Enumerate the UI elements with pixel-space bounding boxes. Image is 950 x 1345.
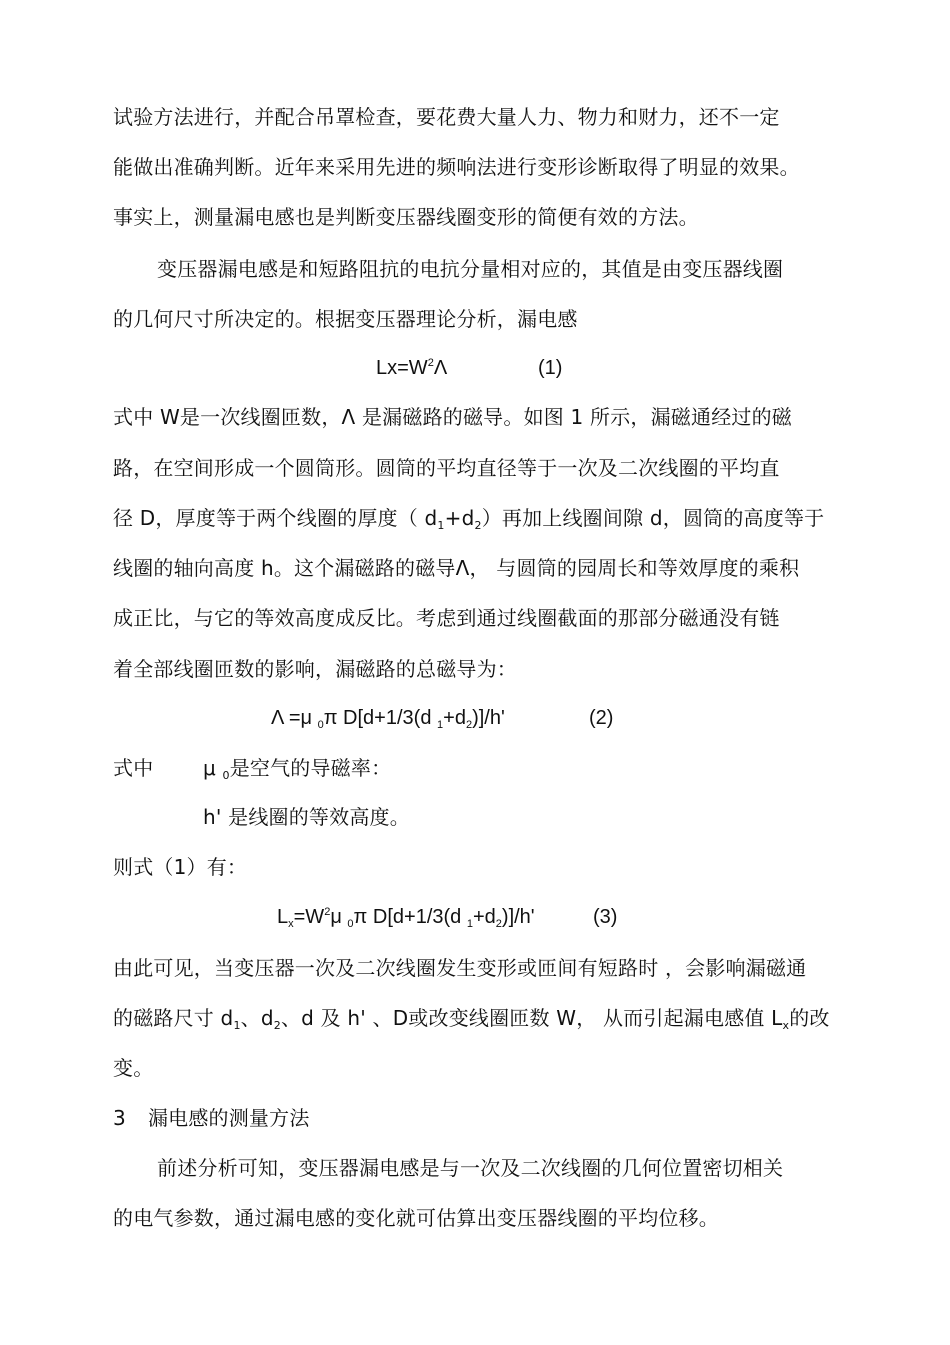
- equation-2: [271, 705, 505, 734]
- subscript: 0: [222, 769, 230, 782]
- subscript: 0: [347, 918, 354, 930]
- where-mu-line: [203, 755, 391, 785]
- eq-part: Λ =μ: [271, 707, 318, 729]
- text-line: 试验方法进行，并配合吊罩检查，要花费大量人力、物力和财力，还不一定: [113, 105, 780, 129]
- where-label: 式中: [113, 756, 154, 780]
- subscript: 2: [474, 519, 482, 532]
- eq-part: )]/h': [501, 906, 535, 928]
- eq-part: )]/h': [472, 707, 505, 729]
- subscript: 2: [273, 1019, 281, 1032]
- eq1-lhs: Lx=W: [376, 357, 428, 379]
- subscript: x: [288, 918, 294, 930]
- text-line: 由此可见，当变压器一次及二次线圈发生变形或匝间有短路时 ，会影响漏磁通: [113, 956, 807, 980]
- text-fragment: 、d 及 h' 、D或改变线圈匝数 W， 从而引起漏电感值 L: [280, 1006, 783, 1030]
- text-line: 路，在空间形成一个圆筒形。圆筒的平均直径等于一次及二次线圈的平均直: [113, 456, 780, 480]
- equation-1: [376, 355, 447, 384]
- eq-part: +d: [443, 707, 466, 729]
- text-line: 式中 W是一次线圈匝数，Λ 是漏磁路的磁导。如图 1 所示，漏磁通经过的磁: [113, 405, 793, 429]
- section-heading: [113, 1105, 310, 1131]
- subscript: 2: [495, 918, 502, 930]
- equation-1-number: (1): [538, 357, 563, 379]
- subscript: 1: [466, 918, 473, 930]
- text-line: 着全部线圈匝数的影响，漏磁路的总磁导为：: [113, 657, 517, 681]
- equation-2-number: (2): [589, 707, 614, 729]
- text-line: 变压器漏电感是和短路阻抗的电抗分量相对应的，其值是由变压器线圈: [157, 257, 784, 281]
- text-line: 变。: [113, 1056, 154, 1080]
- section-title: 漏电感的测量方法: [147, 1106, 310, 1130]
- subscript: 2: [465, 719, 473, 731]
- eq1-rhs: Λ: [433, 357, 448, 379]
- text-line: 则式（1）有：: [113, 855, 248, 879]
- equation-3-number: (3): [593, 906, 618, 928]
- text-fragment: 的磁路尺寸 d: [113, 1006, 234, 1030]
- eq-part: π D[d+1/3(d: [323, 707, 438, 729]
- eq-part: L: [277, 906, 289, 928]
- text-line: 事实上，测量漏电感也是判断变压器线圈变形的简便有效的方法。: [113, 205, 699, 229]
- subscript: x: [782, 1019, 790, 1032]
- eq-part: +d: [472, 906, 496, 928]
- text-fragment: 是空气的导磁率：: [229, 756, 392, 780]
- text-fragment: +d: [444, 506, 475, 530]
- eq-part: μ: [330, 906, 348, 928]
- subscript: 1: [437, 719, 444, 731]
- text-line: 线圈的轴向高度 h。这个漏磁路的磁导Λ， 与圆筒的园周长和等效厚度的乘积: [113, 556, 800, 580]
- text-line: [113, 505, 824, 535]
- where-h-line: h' 是线圈的等效高度。: [203, 805, 410, 829]
- text-fragment: 径 D，厚度等于两个线圈的厚度（ d: [113, 506, 438, 530]
- text-line: 能做出准确判断。近年来采用先进的频响法进行变形诊断取得了明显的效果。: [113, 155, 800, 179]
- equation-3: [277, 904, 535, 933]
- text-line: 的电气参数，通过漏电感的变化就可估算出变压器线圈的平均位移。: [113, 1206, 719, 1230]
- section-number: 3: [113, 1106, 126, 1130]
- subscript: 1: [437, 519, 445, 532]
- text-line: [113, 1005, 830, 1035]
- text-fragment: 、d: [240, 1006, 274, 1030]
- eq-part: =W: [293, 906, 325, 928]
- text-line: 的几何尺寸所决定的。根据变压器理论分析，漏电感: [113, 307, 578, 331]
- subscript: 1: [233, 1019, 241, 1032]
- text-line: 前述分析可知，变压器漏电感是与一次及二次线圈的几何位置密切相关: [157, 1156, 784, 1180]
- eq1-exponent: 2: [427, 357, 434, 369]
- subscript: 0: [317, 719, 324, 731]
- superscript: 2: [324, 906, 331, 918]
- mu-symbol: μ: [203, 756, 223, 780]
- text-fragment: ）再加上线圈间隙 d，圆筒的高度等于: [481, 506, 825, 530]
- text-fragment: 的改: [789, 1006, 830, 1030]
- eq-part: π D[d+1/3(d: [353, 906, 467, 928]
- text-line: 成正比，与它的等效高度成反比。考虑到通过线圈截面的那部分磁通没有链: [113, 606, 780, 630]
